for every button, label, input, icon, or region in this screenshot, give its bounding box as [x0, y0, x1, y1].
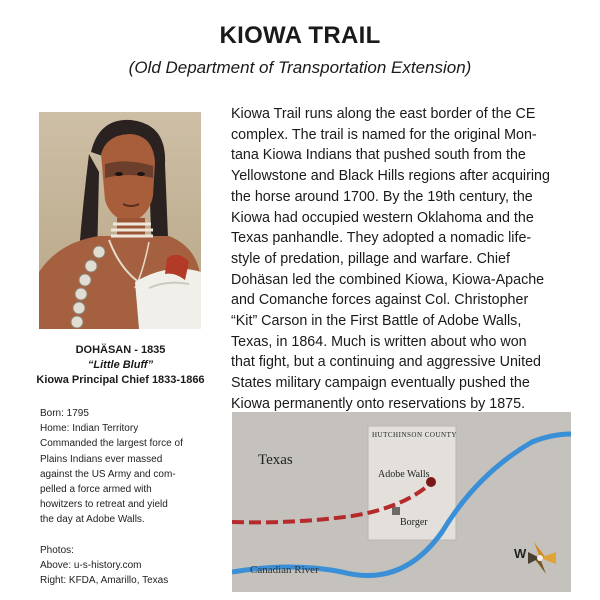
chief-portrait-image [39, 112, 201, 329]
article-line: Texas, in 1864. Much is written about who won [231, 333, 527, 350]
article-line: style of predation, pillage and warfare. Chief [231, 250, 510, 267]
caption-name: DOHÄSAN - 1835 [75, 344, 166, 356]
article-line: Kiowa permanently onto reservations by 1875. [231, 395, 526, 412]
detail-line: Plains Indians ever massed [40, 453, 163, 465]
photo-credit-line: Right: KFDA, Amarillo, Texas [40, 575, 169, 587]
article-line: Kiowa had occupied western Oklahoma and the [231, 209, 534, 226]
article-line: Dohäsan led the combined Kiowa, Kiowa-Apache [231, 271, 545, 288]
map-label-borger: Borger [400, 517, 428, 528]
detail-line: against the US Army and com- [40, 468, 176, 480]
article-line: States military campaign eventually pushed the [231, 375, 530, 392]
article-body [231, 104, 577, 415]
article-line: tana Kiowa Indians that pushed south from the [231, 147, 526, 164]
map-label-adobe-walls: Adobe Walls [378, 469, 430, 480]
detail-spacer [40, 528, 215, 543]
detail-line: Born: 1795 [40, 408, 89, 419]
caption-role: Kiowa Principal Chief 1833-1866 [36, 374, 205, 386]
map-label-river: Canadian River [250, 564, 319, 576]
page-title: KIOWA TRAIL [219, 22, 381, 49]
article-line: that fight, but a continuing and aggressive United [231, 354, 541, 371]
article-line: Yellowstone and Black Hills regions after acquiring [231, 168, 550, 185]
photo-credits-heading: Photos: [40, 544, 74, 556]
detail-line: the day at Adobe Walls. [40, 514, 145, 526]
biography-details [40, 406, 215, 588]
article-line: Texas panhandle. They adopted a nomadic life- [231, 230, 532, 247]
compass-west-label: W [514, 546, 527, 561]
article-line: complex. The trail is named for the original Mon- [231, 126, 537, 143]
article-line: and Comanche forces against Col. Christopher [231, 292, 529, 309]
map-label-county: HUTCHINSON COUNTY [372, 431, 457, 439]
article-line: “Kit” Carson in the First Battle of Adobe Walls, [231, 313, 522, 330]
article-line: the horse around 1700. By the 19th century, the [231, 188, 533, 205]
detail-line: Home: Indian Territory [40, 423, 139, 435]
map-label-texas: Texas [258, 452, 293, 468]
portrait-caption [30, 343, 211, 388]
article-line: Kiowa Trail runs along the east border of the CE [231, 106, 536, 122]
caption-nickname: “Little Bluff” [87, 359, 154, 371]
photo-credit-line: Above: u-s-history.com [40, 560, 142, 572]
adobe-walls-map-image [232, 412, 571, 592]
detail-line: Commanded the largest force of [40, 438, 183, 450]
page-subtitle: (Old Department of Transportation Extension) [128, 58, 472, 77]
detail-line: pelled a force armed with [40, 484, 152, 496]
detail-line: howitzers to retreat and yield [40, 499, 168, 511]
borger-marker [392, 507, 400, 515]
